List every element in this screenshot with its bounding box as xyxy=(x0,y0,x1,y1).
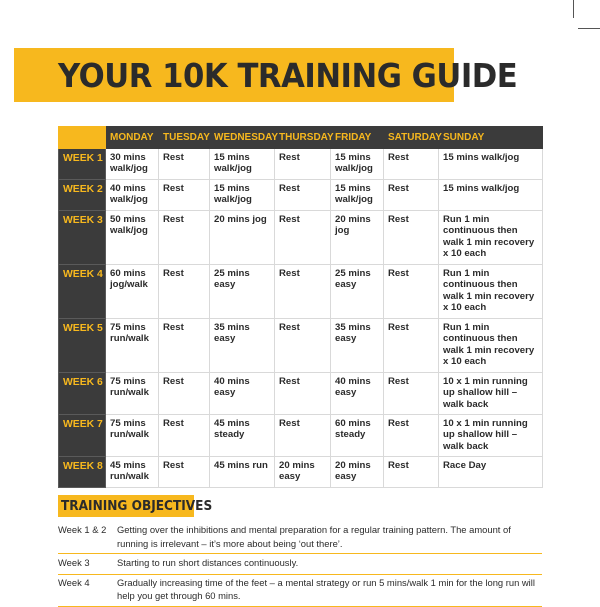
table-row xyxy=(59,373,543,415)
objectives-heading: TRAINING OBJECTIVES xyxy=(61,498,213,514)
table-cell: 20 mins easy xyxy=(331,457,384,488)
table-cell: 45 mins run xyxy=(210,457,275,488)
table-cell: 15 mins walk/jog xyxy=(439,149,543,180)
table-cell: 75 mins run/walk xyxy=(106,373,159,415)
table-header-row xyxy=(59,127,543,149)
objectives-heading-banner xyxy=(58,495,213,517)
table-row xyxy=(59,211,543,265)
title-banner xyxy=(14,48,518,102)
day-header: THURSDAY xyxy=(275,127,331,149)
table-cell: Rest xyxy=(384,211,439,265)
table-row xyxy=(59,149,543,180)
table-cell: Rest xyxy=(384,415,439,457)
table-cell: 10 x 1 min running up shallow hill – walk back xyxy=(439,373,543,415)
table-cell: 60 mins jog/walk xyxy=(106,265,159,319)
table-cell: 40 mins easy xyxy=(331,373,384,415)
week-label: WEEK 3 xyxy=(59,211,106,265)
table-cell: Rest xyxy=(384,180,439,211)
table-cell: 75 mins run/walk xyxy=(106,415,159,457)
training-table xyxy=(58,126,543,488)
week-label: WEEK 6 xyxy=(59,373,106,415)
table-cell: Rest xyxy=(275,373,331,415)
table-cell: Rest xyxy=(159,149,210,180)
crop-mark-horizontal xyxy=(578,28,600,29)
table-cell: Rest xyxy=(159,319,210,373)
objective-row xyxy=(58,554,542,575)
week-label: WEEK 7 xyxy=(59,415,106,457)
table-cell: Rest xyxy=(384,149,439,180)
week-label: WEEK 4 xyxy=(59,265,106,319)
page-title: YOUR 10K TRAINING GUIDE xyxy=(58,56,518,95)
week-label: WEEK 8 xyxy=(59,457,106,488)
table-cell: 10 x 1 min running up shallow hill – walk back xyxy=(439,415,543,457)
table-cell: 60 mins steady xyxy=(331,415,384,457)
table-row xyxy=(59,319,543,373)
table-cell: Rest xyxy=(275,319,331,373)
table-cell: Rest xyxy=(159,457,210,488)
header-corner xyxy=(59,127,106,149)
table-cell: 20 mins easy xyxy=(275,457,331,488)
table-row xyxy=(59,180,543,211)
table-row xyxy=(59,265,543,319)
table-cell: Rest xyxy=(275,149,331,180)
objective-text: Starting to run short distances continuously. xyxy=(117,557,299,568)
table-cell: Rest xyxy=(384,457,439,488)
table-cell: 20 mins jog xyxy=(210,211,275,265)
table-cell: 30 mins walk/jog xyxy=(106,149,159,180)
table-cell: 35 mins easy xyxy=(210,319,275,373)
day-header: WEDNESDAY xyxy=(210,127,275,149)
table-cell: 20 mins jog xyxy=(331,211,384,265)
week-label: WEEK 2 xyxy=(59,180,106,211)
week-label: WEEK 5 xyxy=(59,319,106,373)
table-cell: Rest xyxy=(159,373,210,415)
objectives-list xyxy=(58,522,542,607)
table-cell: 15 mins walk/jog xyxy=(210,149,275,180)
table-cell: 15 mins walk/jog xyxy=(331,180,384,211)
table-cell: Rest xyxy=(275,211,331,265)
table-cell: Rest xyxy=(159,211,210,265)
day-header: MONDAY xyxy=(106,127,159,149)
table-cell: Rest xyxy=(159,415,210,457)
table-cell: Run 1 min continuous then walk 1 min recovery x 10 each xyxy=(439,265,543,319)
table-row xyxy=(59,415,543,457)
table-cell: 45 mins steady xyxy=(210,415,275,457)
table-cell: Rest xyxy=(159,265,210,319)
objective-row xyxy=(58,522,542,554)
table-cell: 25 mins easy xyxy=(210,265,275,319)
table-cell: 15 mins walk/jog xyxy=(210,180,275,211)
table-cell: Run 1 min continuous then walk 1 min recovery x 10 each xyxy=(439,319,543,373)
objective-week: Week 3 xyxy=(58,557,90,568)
table-cell: 25 mins easy xyxy=(331,265,384,319)
table-row xyxy=(59,457,543,488)
table-cell: 40 mins walk/jog xyxy=(106,180,159,211)
objective-text: Getting over the inhibitions and mental preparation for a regular training pattern. The amount of running is irrelevant – it’s more about being ‘out there’. xyxy=(117,524,511,549)
objective-week: Week 4 xyxy=(58,576,90,588)
table-cell: Rest xyxy=(384,373,439,415)
day-header: SUNDAY xyxy=(439,127,543,149)
table-cell: Race Day xyxy=(439,457,543,488)
objective-week: Week 1 & 2 xyxy=(58,524,107,535)
table-cell: 50 mins walk/jog xyxy=(106,211,159,265)
day-header: TUESDAY xyxy=(159,127,210,149)
table-cell: 45 mins run/walk xyxy=(106,457,159,488)
day-header: SATURDAY xyxy=(384,127,439,149)
objective-row xyxy=(58,575,542,607)
table-cell: Rest xyxy=(384,265,439,319)
table-cell: 75 mins run/walk xyxy=(106,319,159,373)
table-cell: 40 mins easy xyxy=(210,373,275,415)
objective-text: Gradually increasing time of the feet – a mental strategy or run 5 mins/walk 1 min for the long run will help you get through 60 mins. xyxy=(117,576,535,601)
table-cell: 15 mins walk/jog xyxy=(439,180,543,211)
table-cell: 35 mins easy xyxy=(331,319,384,373)
week-label: WEEK 1 xyxy=(59,149,106,180)
crop-mark-vertical xyxy=(573,0,574,18)
table-cell: 15 mins walk/jog xyxy=(331,149,384,180)
table-cell: Rest xyxy=(159,180,210,211)
table-cell: Rest xyxy=(275,265,331,319)
table-cell: Rest xyxy=(275,180,331,211)
table-cell: Run 1 min continuous then walk 1 min recovery x 10 each xyxy=(439,211,543,265)
table-cell: Rest xyxy=(275,415,331,457)
day-header: FRIDAY xyxy=(331,127,384,149)
table-cell: Rest xyxy=(384,319,439,373)
